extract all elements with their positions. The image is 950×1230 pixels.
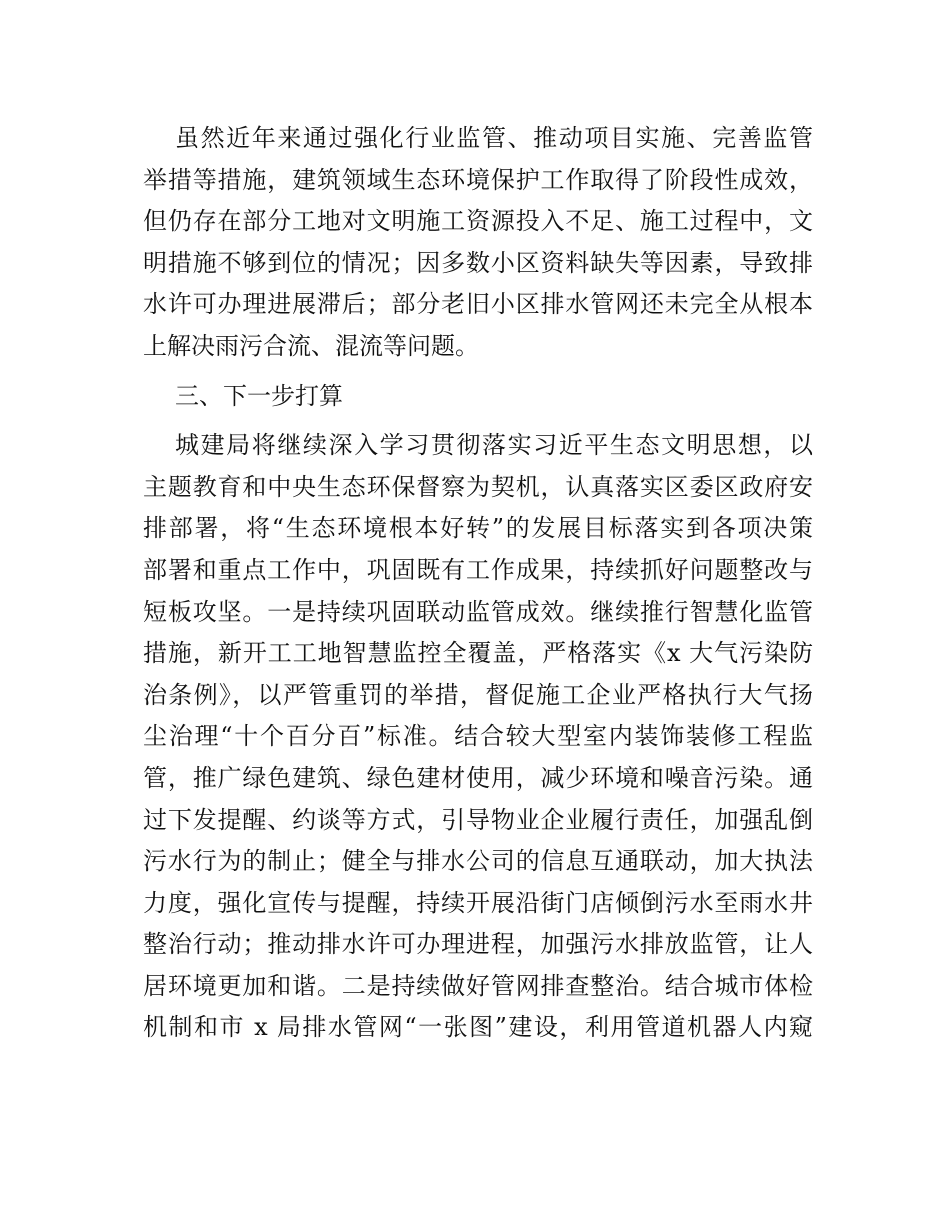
paragraph-line: 主题教育和中央生态环保督察为契机，认真落实区委区政府安: [143, 472, 813, 501]
paragraph-line: 上解决雨污合流、混流等问题。: [143, 331, 479, 360]
paragraph-line: 排部署，将“生态环境根本好转”的发展目标落实到各项决策: [143, 514, 813, 543]
section-heading: 三、下一步打算: [175, 381, 343, 410]
paragraph-line: 部署和重点工作中，巩固既有工作成果，持续抓好问题整改与: [143, 555, 813, 584]
paragraph-line: 机制和市 x 局排水管网“一张图”建设，利用管道机器人内窥: [143, 1013, 813, 1042]
paragraph-line: 水许可办理进展滞后；部分老旧小区排水管网还未完全从根本: [143, 290, 813, 319]
paragraph-line: 措施，新开工工地智慧监控全覆盖，严格落实《x 大气污染防: [143, 639, 813, 668]
paragraph-line: 尘治理“十个百分百”标准。结合较大型室内装饰装修工程监: [143, 722, 813, 751]
paragraph-line: 管，推广绿色建筑、绿色建材使用，减少环境和噪音污染。通: [143, 763, 813, 792]
paragraph-line: 居环境更加和谐。二是持续做好管网排查整治。结合城市体检: [143, 971, 813, 1000]
paragraph-line: 污水行为的制止；健全与排水公司的信息互通联动，加大执法: [143, 847, 813, 876]
paragraph-line: 虽然近年来通过强化行业监管、推动项目实施、完善监管: [175, 124, 813, 152]
paragraph-line: 整治行动；推动排水许可办理进程，加强污水排放监管，让人: [143, 930, 813, 959]
paragraph-line: 力度，强化宣传与提醒，持续开展沿街门店倾倒污水至雨水井: [143, 888, 813, 917]
paragraph-line: 但仍存在部分工地对文明施工资源投入不足、施工过程中，文: [143, 207, 813, 236]
paragraph-next-steps: [143, 425, 813, 1049]
paragraph-line: 明措施不够到位的情况；因多数小区资料缺失等因素，导致排: [143, 248, 813, 277]
paragraph-line: 城建局将继续深入学习贯彻落实习近平生态文明思想，以: [175, 431, 813, 460]
paragraph-line: 治条例》，以严管重罚的举措，督促施工企业严格执行大气扬: [143, 680, 813, 709]
paragraph-line: 短板攻坚。一是持续巩固联动监管成效。继续推行智慧化监管: [143, 597, 813, 626]
paragraph-line: 过下发提醒、约谈等方式，引导物业企业履行责任，加强乱倒: [143, 805, 813, 834]
document-body: [143, 118, 813, 1049]
paragraph-summary: [143, 118, 813, 368]
paragraph-line: 举措等措施，建筑领域生态环境保护工作取得了阶段性成效，: [143, 165, 813, 194]
